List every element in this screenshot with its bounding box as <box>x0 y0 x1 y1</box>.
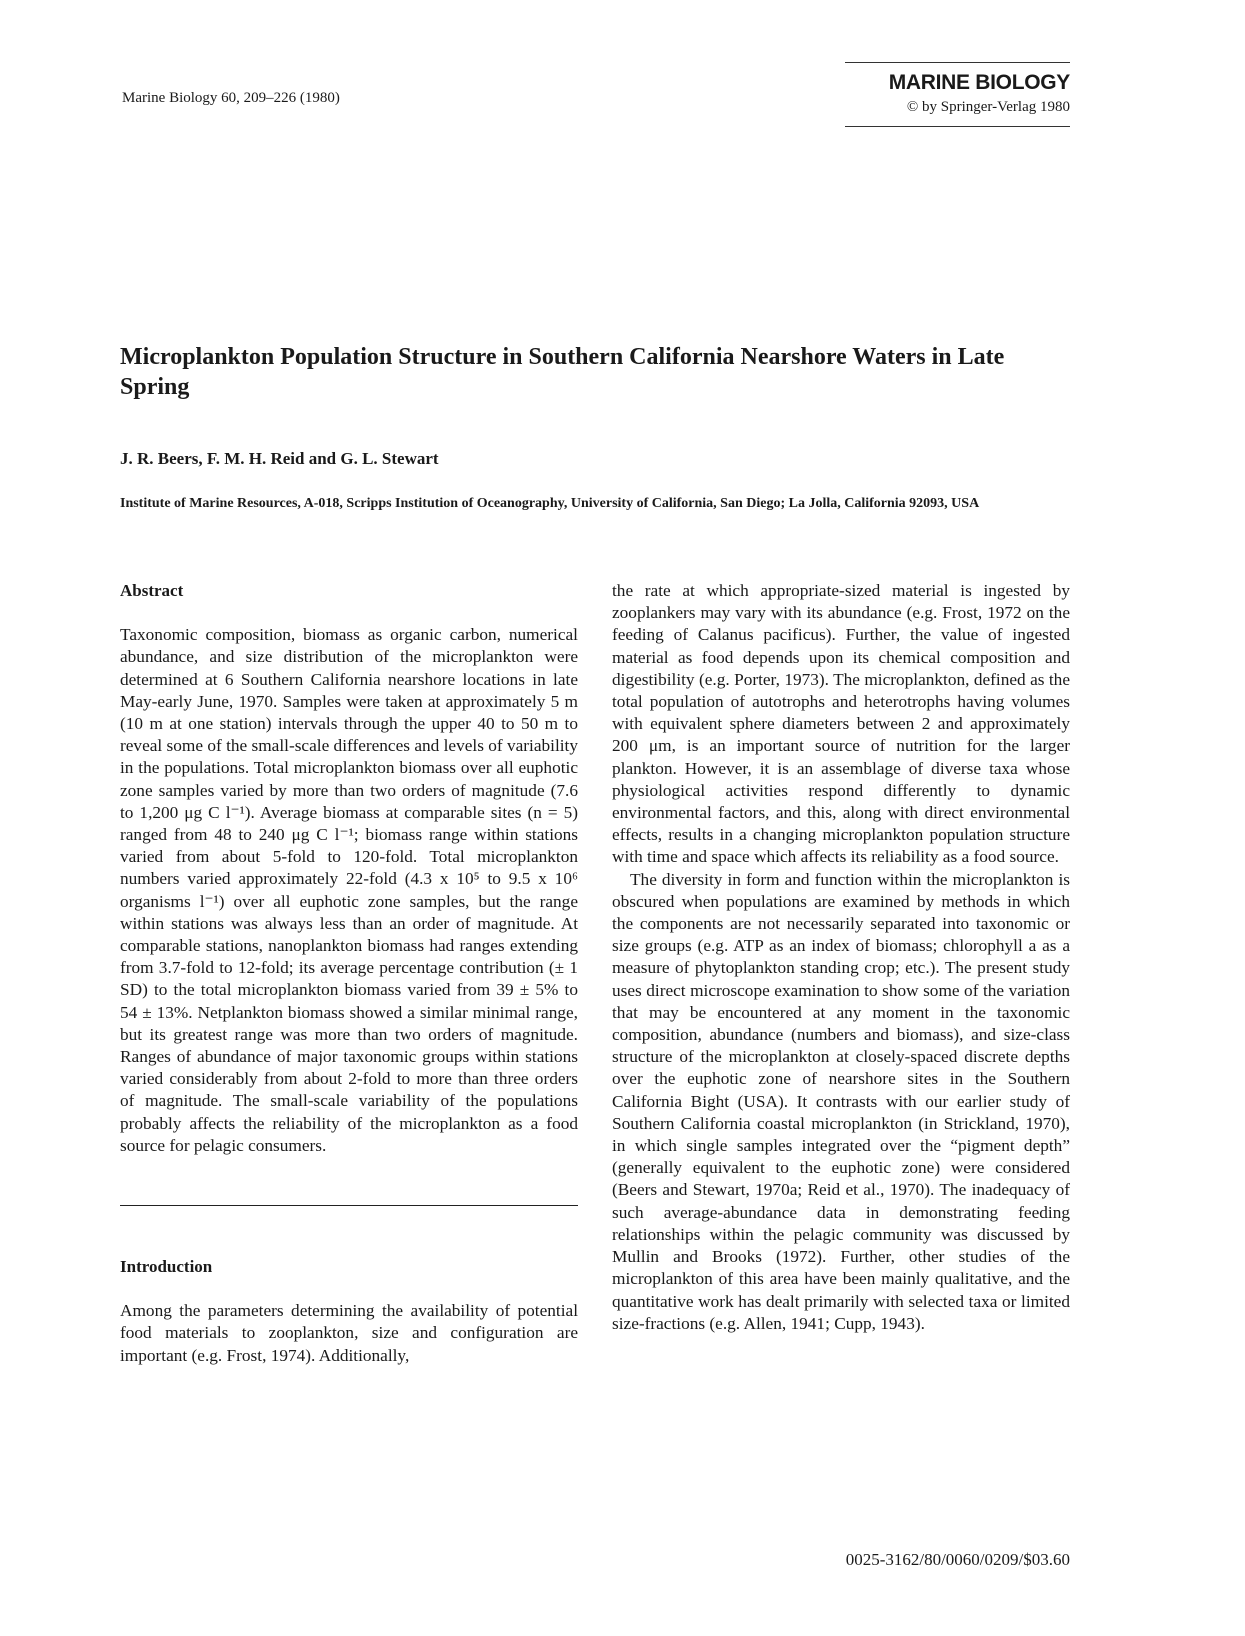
abstract-text: Taxonomic composition, biomass as organic carbon, numerical abundance, and size distribution of the microplankton were determined at 6 Southern California nearshore locations in late May-early June, 1970. Samples were taken at approximately 5 m (10 m at one station) intervals through the upper 40 to 50 m to reveal some of the small-scale differences and levels of variability in the populations. Total microplankton biomass over all euphotic zone samples varied by more than two orders of magnitude (7.6 to 1,200 μg C l⁻¹). Average biomass at comparable sites (n = 5) ranged from 48 to 240 μg C l⁻¹; biomass range within stations varied from about 5-fold to 120-fold. Total microplankton numbers varied approximately 22-fold (4.3 x 10⁵ to 9.5 x 10⁶ organisms l⁻¹) over all euphotic zone samples, but the range within stations was always less than an order of magnitude. At comparable stations, nanoplankton biomass had ranges extending from 3.7-fold to 12-fold; its average percentage contribution (± 1 SD) to the total microplankton biomass varied from 39 ± 5% to 54 ± 13%. Netplankton biomass showed a similar minimal range, but its greatest range was more than two orders of magnitude. Ranges of abundance of major taxonomic groups within stations varied considerably from about 2-fold to more than three orders of magnitude. The small-scale variability of the populations probably affects the reliability of the microplankton as a food source for pelagic consumers. <box>120 625 578 1155</box>
right-column <box>612 580 1070 1335</box>
journal-brand <box>845 62 1070 127</box>
affiliation: Institute of Marine Resources, A-018, Scripps Institution of Oceanography, University of California, San Diego; La Jolla, California 92093, USA <box>120 496 980 511</box>
left-column <box>120 580 578 1367</box>
divider <box>120 1205 578 1206</box>
introduction-heading: Introduction <box>120 1257 213 1277</box>
divider <box>845 126 1070 127</box>
authors: J. R. Beers, F. M. H. Reid and G. L. Stewart <box>120 449 439 468</box>
copyright: © by Springer-Verlag 1980 <box>906 99 1070 115</box>
journal-reference: Marine Biology 60, 209–226 (1980) <box>122 90 340 106</box>
intro-paragraph-1-start: Among the parameters determining the availability of potential food materials to zooplankton, size and configuration are important (e.g. Frost, 1974). Additionally, <box>120 1301 578 1365</box>
article-code: 0025-3162/80/0060/0209/$03.60 <box>845 1550 1070 1569</box>
intro-paragraph-2: The diversity in form and function within the microplankton is obscured when populations are examined by methods in which the components are not necessarily separated into taxonomic or size groups (e.g. ATP as an index of biomass; chlorophyll a as a measure of phytoplankton standing crop; etc.). The present study uses direct microscope examination to show some of the variation that may be encountered at any moment in the taxonomic composition, abundance (numbers and biomass), and size-class structure of the microplankton at closely-spaced discrete depths over the euphotic zone of nearshore sites in the Southern California Bight (USA). It contrasts with our earlier study of Southern California coastal microplankton (in Strickland, 1970), in which single samples integrated over the “pigment depth” (generally equivalent to the euphotic zone) were considered (Beers and Stewart, 1970a; Reid et al., 1970). The inadequacy of such average-abundance data in demonstrating feeding relationships within the pelagic community was discussed by Mullin and Brooks (1972). Further, other studies of the microplankton of this area have been mainly qualitative, and the quantitative work has dealt primarily with selected taxa or limited size-fractions (e.g. Allen, 1941; Cupp, 1943). <box>612 869 1070 1333</box>
article-title: Microplankton Population Structure in Southern California Nearshore Waters in Late Spring <box>120 344 1005 400</box>
divider <box>845 62 1070 63</box>
intro-paragraph-1-cont: the rate at which appropriate-sized material is ingested by zooplankers may vary with its abundance (e.g. Frost, 1972 on the feeding of Calanus pacificus). Further, the value of ingested material as food depends upon its chemical composition and digestibility (e.g. Porter, 1973). The microplankton, defined as the total population of autotrophs and heterotrophs having volumes with equivalent sphere diameters between 2 and approximately 200 μm, is an important source of nutrition for the larger plankton. However, it is an assemblage of diverse taxa whose physiological activities respond differently to dynamic environmental factors, and this, along with direct environmental effects, results in a changing microplankton population structure with time and space which affects its reliability as a food source. <box>612 581 1070 867</box>
abstract-heading: Abstract <box>120 581 184 600</box>
journal-name: MARINE BIOLOGY <box>888 71 1070 94</box>
